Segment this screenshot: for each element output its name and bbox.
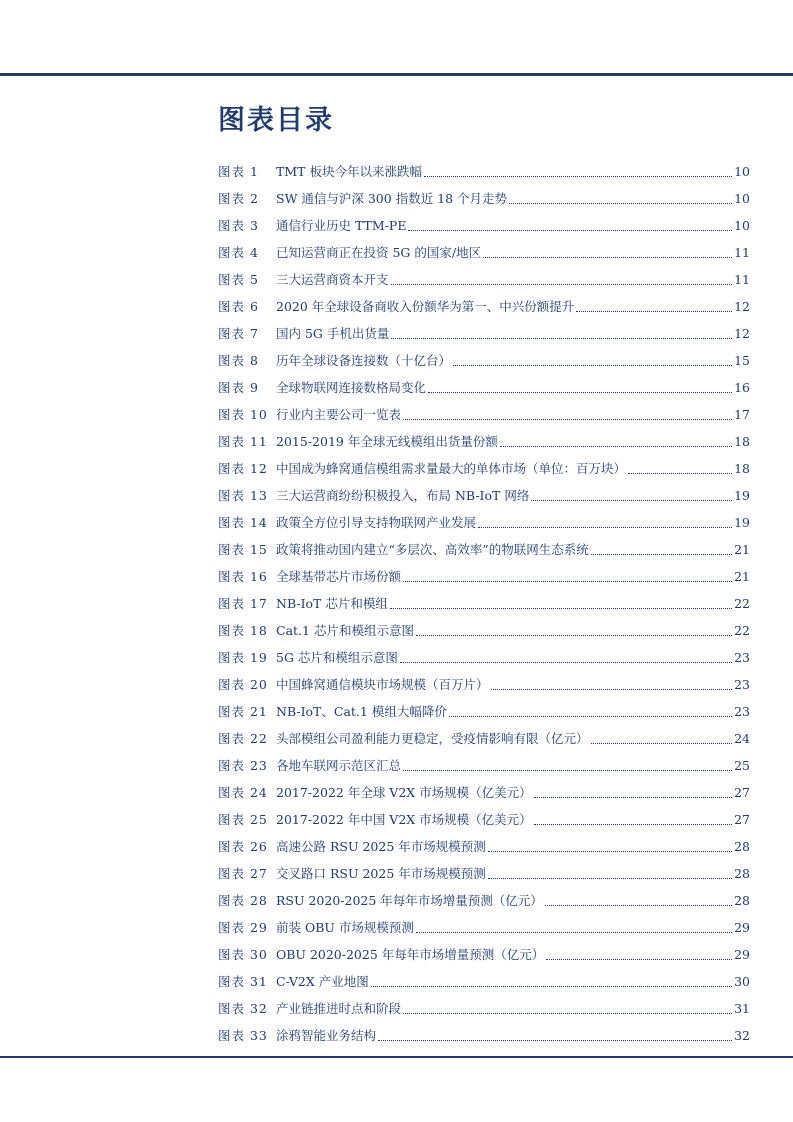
toc-entry[interactable]	[218, 806, 750, 833]
toc-entry[interactable]	[218, 779, 750, 806]
toc-figure-label: 图表 10	[218, 407, 268, 422]
page-title: 图表目录	[218, 105, 334, 136]
toc-page-number: 22	[734, 623, 750, 638]
toc-page-number: 23	[734, 650, 750, 665]
toc-dot-leader	[576, 310, 732, 312]
toc-figure-label: 图表 8	[218, 353, 259, 368]
toc-figure-label: 图表 28	[218, 893, 268, 908]
toc-figure-label: 图表 11	[218, 434, 268, 449]
toc-page-number: 28	[734, 839, 750, 854]
toc-dot-leader	[628, 472, 732, 474]
toc-figure-title: TMT 板块今年以来涨跌幅	[276, 164, 422, 179]
toc-page-number: 21	[734, 542, 750, 557]
toc-page-number: 23	[734, 677, 750, 692]
toc-entry[interactable]	[218, 833, 750, 860]
toc-page-number: 17	[734, 407, 750, 422]
toc-entry[interactable]	[218, 239, 750, 266]
toc-dot-leader	[408, 229, 732, 231]
toc-figure-title: 2017-2022 年中国 V2X 市场规模（亿美元）	[276, 812, 532, 827]
toc-dot-leader	[546, 958, 732, 960]
toc-entry[interactable]	[218, 914, 750, 941]
toc-figure-label: 图表 32	[218, 1001, 268, 1016]
toc-figure-label: 图表 6	[218, 299, 259, 314]
toc-figure-label: 图表 2	[218, 191, 259, 206]
toc-figure-title: OBU 2020-2025 年每年市场增量预测（亿元）	[276, 947, 545, 962]
toc-entry[interactable]	[218, 212, 750, 239]
toc-page-number: 32	[734, 1028, 750, 1043]
toc-page-number: 11	[734, 245, 750, 260]
toc-entry[interactable]	[218, 725, 750, 752]
toc-figure-title: 前装 OBU 市场规模预测	[276, 920, 414, 935]
table-of-figures	[218, 158, 750, 1049]
toc-dot-leader	[428, 391, 732, 393]
toc-page-number: 28	[734, 893, 750, 908]
toc-dot-leader	[403, 580, 732, 582]
toc-entry[interactable]	[218, 158, 750, 185]
toc-figure-label: 图表 12	[218, 461, 268, 476]
toc-figure-title: 通信行业历史 TTM-PE	[276, 218, 407, 233]
toc-figure-label: 图表 23	[218, 758, 268, 773]
toc-figure-title: 国内 5G 手机出货量	[276, 326, 390, 341]
toc-figure-label: 图表 15	[218, 542, 268, 557]
toc-figure-label: 图表 26	[218, 839, 268, 854]
toc-dot-leader	[500, 445, 732, 447]
toc-dot-leader	[403, 769, 732, 771]
toc-figure-title: 2015-2019 年全球无线模组出货量份额	[276, 434, 498, 449]
toc-page-number: 10	[734, 218, 750, 233]
toc-figure-label: 图表 20	[218, 677, 268, 692]
toc-figure-title: 全球物联网连接数格局变化	[276, 380, 427, 395]
toc-figure-label: 图表 30	[218, 947, 268, 962]
toc-figure-label: 图表 17	[218, 596, 268, 611]
toc-entry[interactable]	[218, 941, 750, 968]
toc-page-number: 19	[734, 488, 750, 503]
toc-figure-label: 图表 19	[218, 650, 268, 665]
toc-figure-title: 交叉路口 RSU 2025 年市场规模预测	[276, 866, 486, 881]
toc-figure-label: 图表 31	[218, 974, 268, 989]
toc-dot-leader	[416, 931, 732, 933]
toc-page-number: 18	[734, 461, 750, 476]
toc-page-number: 30	[734, 974, 750, 989]
toc-entry[interactable]	[218, 509, 750, 536]
toc-figure-title: 中国蜂窝通信模块市场规模（百万片）	[276, 677, 489, 692]
toc-entry[interactable]	[218, 293, 750, 320]
toc-figure-title: Cat.1 芯片和模组示意图	[276, 623, 414, 638]
toc-figure-title: 各地车联网示范区汇总	[276, 758, 402, 773]
toc-figure-title: 2017-2022 年全球 V2X 市场规模（亿美元）	[276, 785, 532, 800]
toc-page-number: 12	[734, 326, 750, 341]
toc-figure-title: 已知运营商正在投资 5G 的国家/地区	[276, 245, 482, 260]
toc-page-number: 27	[734, 812, 750, 827]
toc-dot-leader	[378, 1039, 732, 1041]
toc-page-number: 24	[734, 731, 750, 746]
toc-dot-leader	[478, 526, 732, 528]
toc-entry[interactable]	[218, 968, 750, 995]
toc-dot-leader	[416, 634, 732, 636]
toc-entry[interactable]	[218, 590, 750, 617]
toc-entry[interactable]	[218, 185, 750, 212]
toc-dot-leader	[534, 823, 732, 825]
toc-figure-label: 图表 14	[218, 515, 268, 530]
toc-entry[interactable]	[218, 563, 750, 590]
toc-figure-label: 图表 24	[218, 785, 268, 800]
toc-page-number: 16	[734, 380, 750, 395]
toc-figure-label: 图表 9	[218, 380, 259, 395]
toc-dot-leader	[424, 175, 732, 177]
toc-page-number: 31	[734, 1001, 750, 1016]
toc-figure-title: 历年全球设备连接数（十亿台）	[276, 353, 452, 368]
toc-dot-leader	[531, 499, 732, 501]
toc-page-number: 29	[734, 920, 750, 935]
toc-dot-leader	[403, 1012, 732, 1014]
toc-figure-title: C-V2X 产业地图	[276, 974, 369, 989]
toc-page-number: 28	[734, 866, 750, 881]
toc-entry[interactable]	[218, 536, 750, 563]
toc-page-number: 10	[734, 191, 750, 206]
header-rule	[0, 73, 793, 76]
toc-entry[interactable]	[218, 995, 750, 1022]
toc-dot-leader	[371, 985, 732, 987]
footer-rule	[0, 1056, 793, 1058]
toc-dot-leader	[391, 283, 733, 285]
toc-entry[interactable]	[218, 347, 750, 374]
toc-entry[interactable]	[218, 374, 750, 401]
toc-figure-title: 三大运营商资本开支	[276, 272, 389, 287]
toc-entry[interactable]	[218, 482, 750, 509]
toc-figure-title: 头部模组公司盈利能力更稳定，受疫情影响有限（亿元）	[276, 731, 589, 746]
toc-figure-label: 图表 33	[218, 1028, 268, 1043]
toc-entry[interactable]	[218, 698, 750, 725]
toc-page-number: 18	[734, 434, 750, 449]
toc-dot-leader	[488, 877, 732, 879]
toc-entry[interactable]	[218, 1022, 750, 1049]
toc-entry[interactable]	[218, 320, 750, 347]
toc-entry[interactable]	[218, 455, 750, 482]
toc-figure-title: 全球基带芯片市场份额	[276, 569, 402, 584]
toc-entry[interactable]	[218, 428, 750, 455]
toc-page-number: 25	[734, 758, 750, 773]
toc-dot-leader	[391, 337, 732, 339]
toc-dot-leader	[545, 904, 732, 906]
toc-figure-label: 图表 27	[218, 866, 268, 881]
toc-figure-label: 图表 29	[218, 920, 268, 935]
toc-figure-title: RSU 2020-2025 年每年市场增量预测（亿元）	[276, 893, 543, 908]
toc-page-number: 27	[734, 785, 750, 800]
toc-entry[interactable]	[218, 401, 750, 428]
toc-figure-label: 图表 13	[218, 488, 268, 503]
toc-page-number: 19	[734, 515, 750, 530]
toc-dot-leader	[591, 553, 732, 555]
toc-entry[interactable]	[218, 644, 750, 671]
toc-dot-leader	[390, 607, 732, 609]
toc-figure-title: SW 通信与沪深 300 指数近 18 个月走势	[276, 191, 508, 206]
toc-dot-leader	[491, 688, 733, 690]
toc-dot-leader	[449, 715, 732, 717]
toc-page-number: 22	[734, 596, 750, 611]
toc-page-number: 21	[734, 569, 750, 584]
toc-entry[interactable]	[218, 266, 750, 293]
toc-page-number: 10	[734, 164, 750, 179]
toc-figure-title: 5G 芯片和模组示意图	[276, 650, 398, 665]
toc-figure-label: 图表 5	[218, 272, 259, 287]
toc-figure-label: 图表 3	[218, 218, 259, 233]
toc-dot-leader	[591, 742, 733, 744]
toc-dot-leader	[403, 418, 732, 420]
toc-figure-title: NB-IoT 芯片和模组	[276, 596, 388, 611]
toc-entry[interactable]	[218, 617, 750, 644]
toc-dot-leader	[509, 202, 732, 204]
toc-figure-title: 产业链推进时点和阶段	[276, 1001, 402, 1016]
toc-page-number: 11	[734, 272, 750, 287]
toc-dot-leader	[400, 661, 732, 663]
toc-page-number: 23	[734, 704, 750, 719]
toc-figure-title: 三大运营商纷纷积极投入，布局 NB-IoT 网络	[276, 488, 530, 503]
toc-figure-label: 图表 7	[218, 326, 259, 341]
toc-figure-label: 图表 16	[218, 569, 268, 584]
toc-figure-label: 图表 4	[218, 245, 259, 260]
toc-figure-title: 行业内主要公司一览表	[276, 407, 402, 422]
toc-figure-label: 图表 22	[218, 731, 268, 746]
toc-figure-label: 图表 1	[218, 164, 259, 179]
toc-page-number: 29	[734, 947, 750, 962]
toc-entry[interactable]	[218, 887, 750, 914]
toc-entry[interactable]	[218, 671, 750, 698]
toc-figure-title: NB-IoT、Cat.1 模组大幅降价	[276, 704, 447, 719]
toc-figure-title: 政策全方位引导支持物联网产业发展	[276, 515, 477, 530]
toc-figure-title: 政策将推动国内建立“多层次、高效率”的物联网生态系统	[276, 542, 589, 557]
toc-figure-title: 2020 年全球设备商收入份额华为第一、中兴份额提升	[276, 299, 575, 314]
toc-dot-leader	[488, 850, 732, 852]
toc-figure-label: 图表 25	[218, 812, 268, 827]
toc-dot-leader	[483, 256, 732, 258]
toc-entry[interactable]	[218, 860, 750, 887]
toc-figure-label: 图表 21	[218, 704, 268, 719]
toc-dot-leader	[453, 364, 732, 366]
toc-figure-title: 高速公路 RSU 2025 年市场规模预测	[276, 839, 486, 854]
toc-figure-title: 涂鸦智能业务结构	[276, 1028, 377, 1043]
toc-dot-leader	[534, 796, 732, 798]
toc-figure-title: 中国成为蜂窝通信模组需求量最大的单体市场（单位：百万块）	[276, 461, 627, 476]
toc-page-number: 12	[734, 299, 750, 314]
toc-figure-label: 图表 18	[218, 623, 268, 638]
toc-page-number: 15	[734, 353, 750, 368]
toc-entry[interactable]	[218, 752, 750, 779]
